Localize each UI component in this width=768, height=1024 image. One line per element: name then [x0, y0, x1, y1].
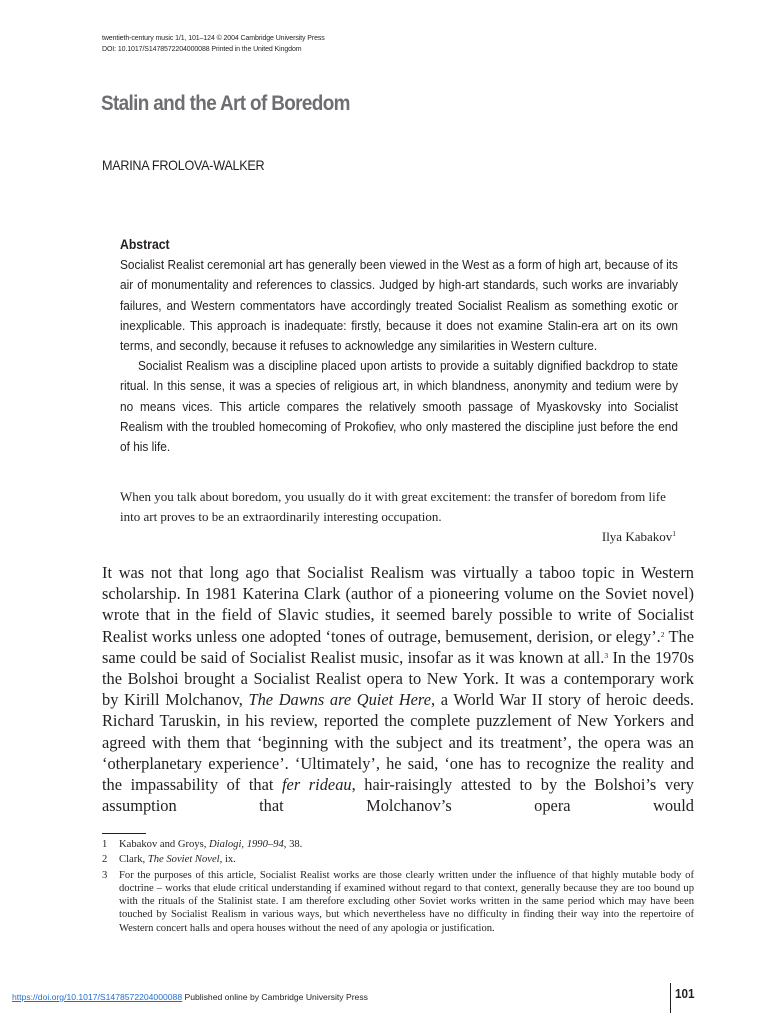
- epigraph-quote: When you talk about boredom, you usually do it with great excitement: the transfer of boredom from life into art proves to be an extraordinarily interesting occupation.: [120, 489, 666, 524]
- body-segment: The same could be said of Socialist Realist music, insofar as it was known at all.: [102, 626, 694, 667]
- journal-info: [102, 34, 325, 55]
- body-text: [102, 562, 694, 816]
- footnote-text: [119, 853, 694, 866]
- epigraph-source: [120, 527, 676, 547]
- epigraph: [120, 487, 676, 547]
- doi-footer: [12, 992, 368, 1002]
- footnote-text: [119, 838, 694, 851]
- footnote-text-post: , 38.: [283, 839, 303, 850]
- footnote-2: [102, 853, 694, 866]
- footnote-text-pre: For the purposes of this article, Socialist Realist works are those clearly written under the influence of that highly mutable body of doctrine – works that elude critical understanding if examined without regard to that context, generally because they are too bound up with the rituals of the Stalinist state. I am therefore excluding other Soviet works written in the same period which may have been touched by Socialist Realism in various ways, but which nevertheless have no difficulty in finding their way into the repertoire of Western concert halls and opera houses without the need of any apologia or justification.: [119, 869, 694, 934]
- footnotes: [102, 838, 694, 937]
- abstract-paragraph-1: Socialist Realist ceremonial art has generally been viewed in the West as a form of high art, because of its air of monumentality and references to classics. Judged by high-art standards, such works are invariably failures, and Western commentators have accordingly treated Socialist Realism as something exotic or inexplicable. This approach is inadequate: firstly, because it does not examine Stalin-era art on its own terms, and secondly, because it refuses to acknowledge any similarities in Western culture.: [120, 257, 678, 354]
- footnote-number: 1: [102, 839, 108, 850]
- footnote-divider: [102, 833, 146, 834]
- doi-link[interactable]: https://doi.org/10.1017/S1478572204000088: [12, 992, 183, 1002]
- footnote-3: [102, 869, 694, 935]
- foreign-phrase: fer rideau: [282, 775, 352, 795]
- published-online-text: Published online by Cambridge University Press: [182, 992, 368, 1002]
- body-segment: , a World War II story of heroic deeds. Richard Taruskin, in his review, reported the complete puzzlement of New Yorkers and agreed with them that ‘beginning with the subject and its treatment’, the opera was an ‘otherplanetary experience’. ‘Ultimately’, he said, ‘one has to recognize the reality and the impassability of that: [102, 690, 695, 795]
- footnote-ref-3[interactable]: 3: [604, 650, 609, 660]
- footnote-ref-1[interactable]: 1: [672, 529, 676, 538]
- abstract-section: [120, 235, 678, 457]
- epigraph-author: Ilya Kabakov: [601, 529, 673, 544]
- footnote-ref-2[interactable]: 2: [660, 629, 665, 639]
- footnote-text-pre: Kabakov and Groys,: [119, 839, 210, 850]
- opera-title: The Dawns are Quiet Here: [248, 690, 431, 710]
- footnote-text-post: , ix.: [219, 854, 236, 866]
- footnote-italic: Dialogi, 1990–94: [209, 839, 284, 850]
- footnote-text: [119, 869, 694, 935]
- footnote-number: 3: [102, 869, 108, 881]
- journal-doi-line: DOI: 10.1017/S1478572204000088 Printed in the United Kingdom: [102, 45, 302, 53]
- footnote-number: 2: [102, 854, 108, 866]
- journal-citation-line: twentieth-century music 1/1, 101–124 © 2004 Cambridge University Press: [102, 35, 325, 42]
- page-number: 101: [675, 986, 695, 1001]
- abstract-heading: Abstract: [120, 237, 170, 252]
- abstract-paragraph-2: Socialist Realism was a discipline placed upon artists to provide a suitably dignified backdrop to state ritual. In this sense, it was a species of religious art, in which blandness, anonymity and tedium were by no means vices. This article compares the relatively smooth passage of Myaskovsky into Socialist Realism with the troubled homecoming of Prokofiev, who only mastered the discipline just before the end of his life.: [120, 358, 678, 455]
- body-segment: In the 1970s the Bolshoi brought a Socialist Realist opera to New York. It was a contemporary work by Kirill Molchanov,: [102, 647, 694, 710]
- body-paragraph: [102, 562, 694, 816]
- footnote-italic: The Soviet Novel: [147, 854, 220, 866]
- footnote-text-pre: Clark,: [119, 854, 148, 866]
- footnote-1: [102, 838, 694, 851]
- author-name: MARINA FROLOVA-WALKER: [102, 157, 265, 173]
- body-segment: It was not that long ago that Socialist Realism was virtually a taboo topic in Western scholarship. In 1981 Katerina Clark (author of a pioneering volume on the Soviet novel) wrote that in the field of Slavic studies, it seemed barely possible to write of Socialist Realist works unless one adopted ‘tones of outrage, bemusement, derision, or elegy’.: [102, 563, 694, 646]
- page-number-rule: [670, 983, 671, 1013]
- body-segment: , hair-raisingly attested to by the Bolshoi’s very assumption that Molchanov’s opera would: [102, 775, 695, 816]
- article-title: Stalin and the Art of Boredom: [101, 92, 350, 115]
